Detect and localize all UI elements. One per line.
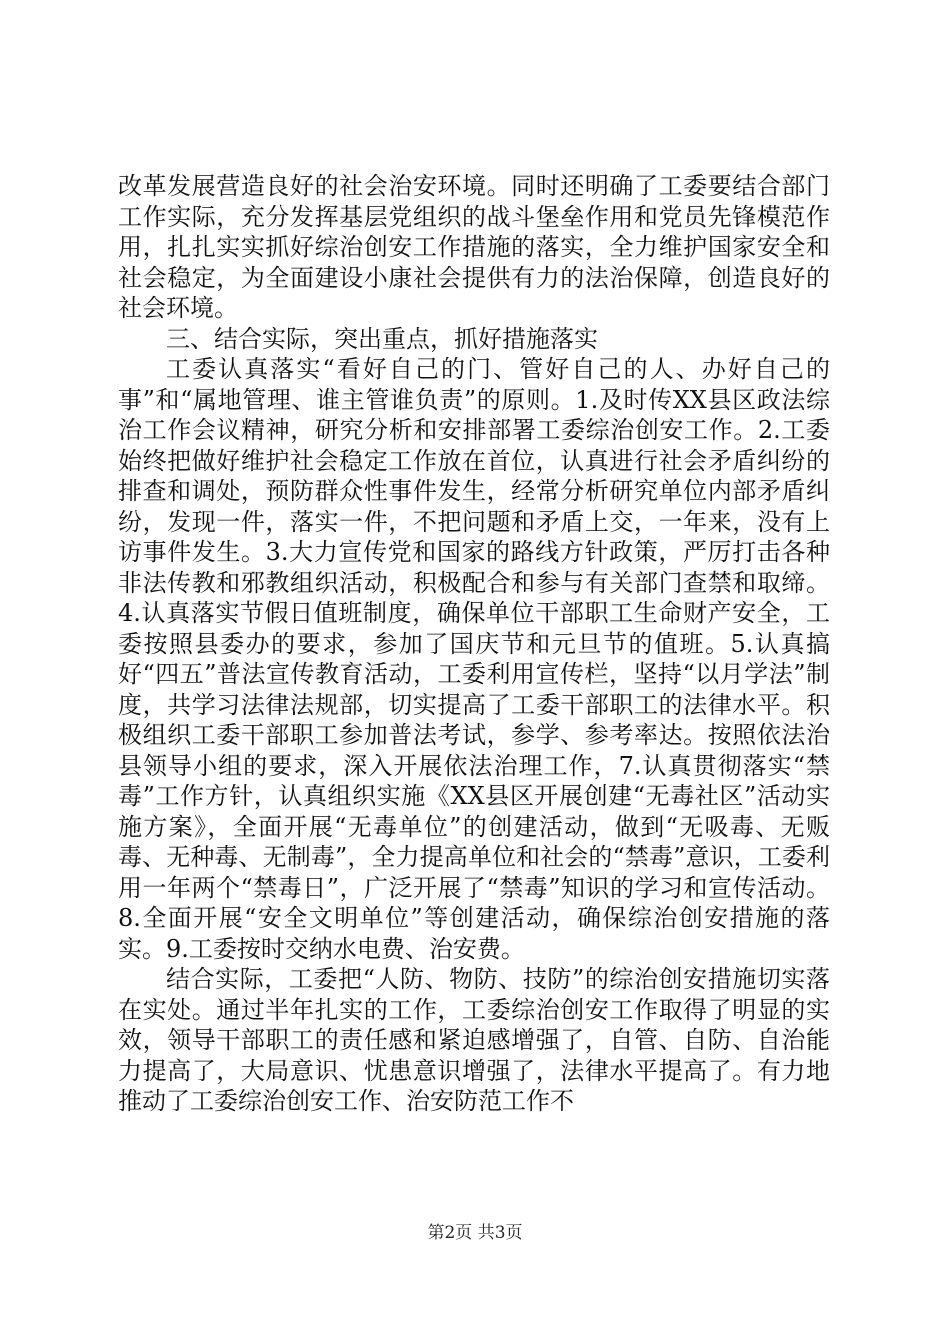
paragraph-measures: 工委认真落实“看好自己的门、管好自己的人、办好自己的事”和“属地管理、谁主管谁负责”的原则。1.及时传XX县区政法综治工作会议精神，研究分析和安排部署工委综治创安工作。2.工委始终把做好维护社会稳定工作放在首位，认真进行社会矛盾纠纷的排查和调处，预防群众性事件发生，经常分析研究单位内部矛盾纠纷，发现一件，落实一件，不把问题和矛盾上交，一年来，没有上访事件发生。3.大力宣传党和国家的路线方针政策，严厉打击各种非法传教和邪教组织活动，积极配合和参与有关部门查禁和取缔。4.认真落实节假日值班制度，确保单位干部职工生命财产安全，工委按照县委办的要求，参加了国庆节和元旦节的值班。5.认真搞好“四五”普法宣传教育活动，工委利用宣传栏，坚持“以月学法”制度，共学习法律法规部，切实提高了工委干部职工的法律水平。积极组织工委干部职工参加普法考试，参学、参考率达。按照依法治县领导小组的要求，深入开展依法治理工作，7.认真贯彻落实“禁毒”工作方针，认真组织实施《XX县区开展创建“无毒社区”活动实施方案》，全面开展“无毒单位”的创建活动，做到“无吸毒、无贩毒、无种毒、无制毒”，全力提高单位和社会的“禁毒”意识，工委利用一年两个“禁毒日”，广泛开展了“禁毒”知识的学习和宣传活动。8.全面开展“安全文明单位”等创建活动，确保综治创安措施的落实。9.工委按时交纳水电费、治安费。 bbox=[118, 355, 830, 963]
paragraph-results: 结合实际，工委把“人防、物防、技防”的综治创安措施切实落在实处。通过半年扎实的工作，工委综治创安工作取得了明显的实效，领导干部职工的责任感和紧迫感增强了，自管、自防、自治能力提高了，大局意识、忧患意识增强了，法律水平提高了。有力地推动了工委综治创安工作、治安防范工作不 bbox=[118, 965, 830, 1115]
page-number: 第2页 共3页 bbox=[427, 1223, 523, 1243]
document-body bbox=[118, 171, 830, 1117]
section-heading: 三、结合实际，突出重点，抓好措施落实 bbox=[166, 324, 598, 353]
paragraph-continuation: 改革发展营造良好的社会治安环境。同时还明确了工委要结合部门工作实际，充分发挥基层党组织的战斗堡垒作用和党员先锋模范作用，扎扎实实抓好综治创安工作措施的落实，全力维护国家安全和社会稳定，为全面建设小康社会提供有力的法治保障，创造良好的社会环境。 bbox=[118, 172, 830, 322]
